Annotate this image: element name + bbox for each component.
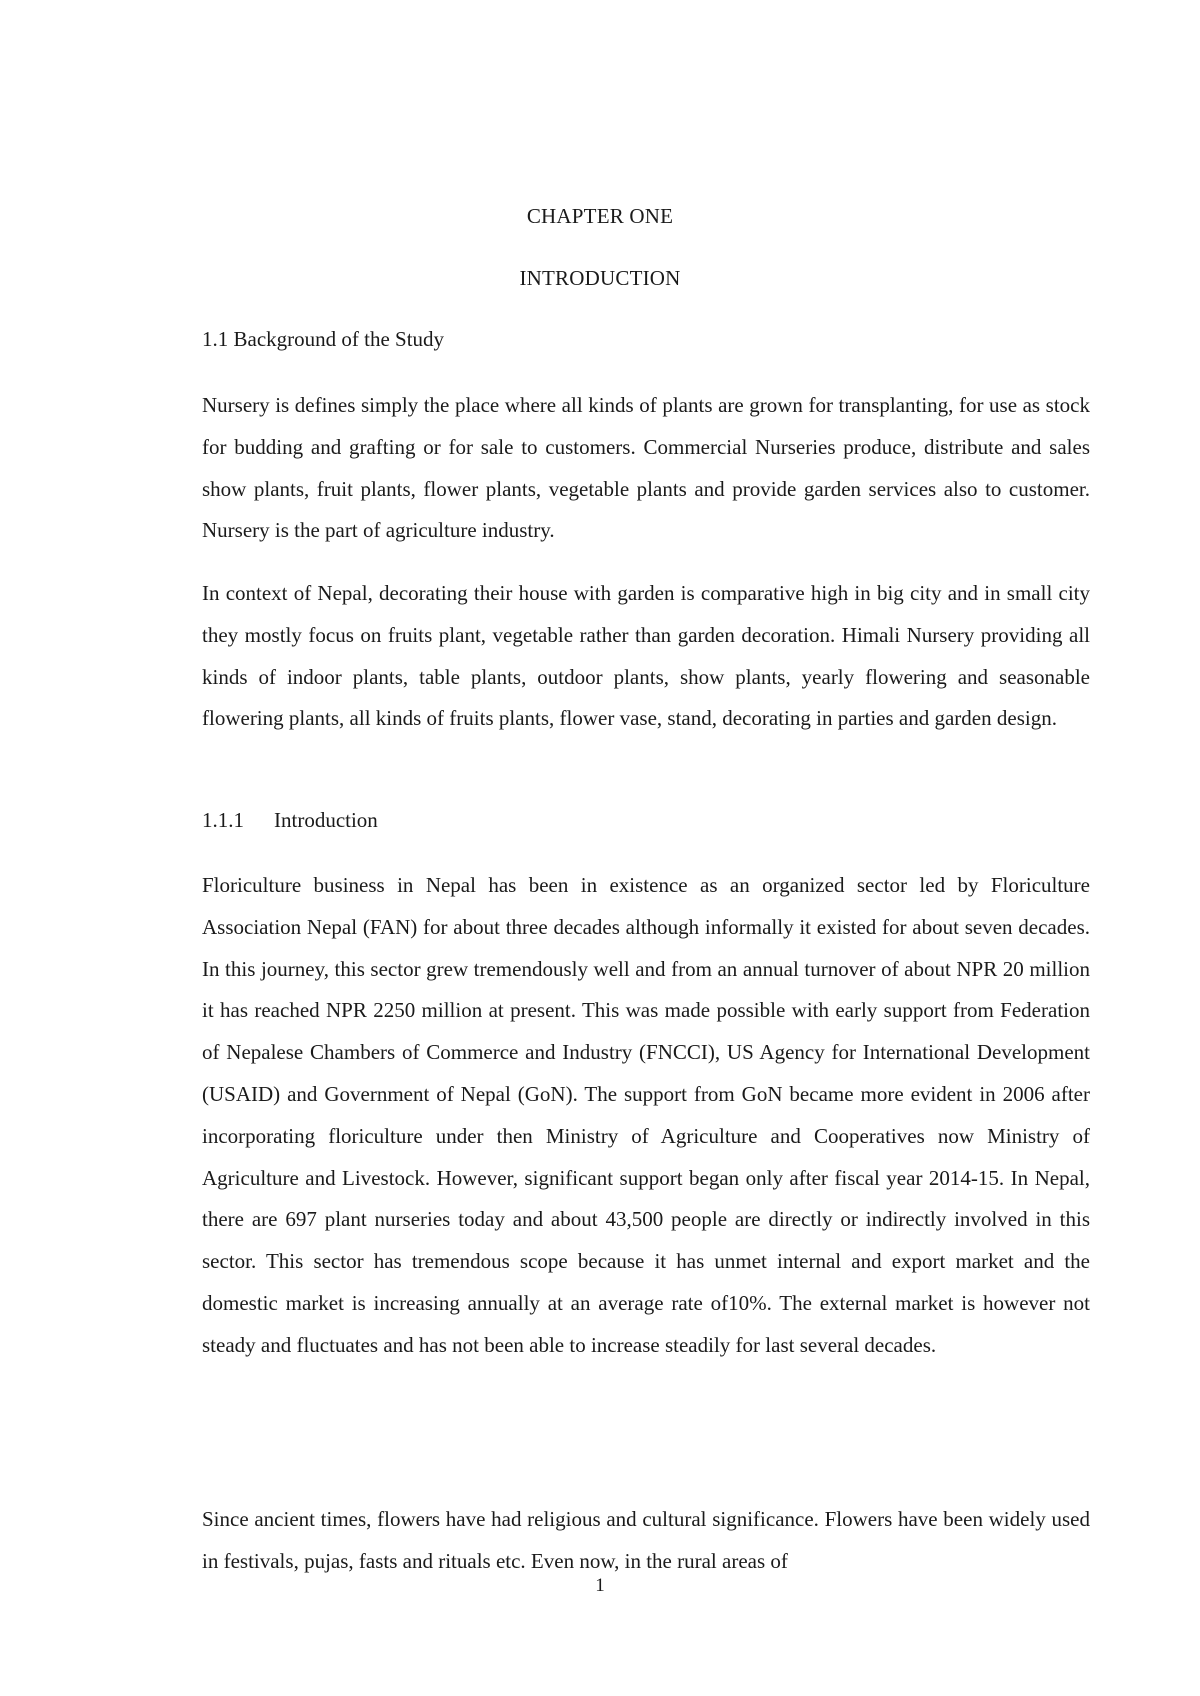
section-heading-introduction — [202, 808, 378, 833]
section-number: 1.1.1 — [202, 808, 244, 832]
section-heading-background: 1.1 Background of the Study — [202, 327, 445, 351]
chapter-title: CHAPTER ONE — [526, 204, 674, 228]
paragraph-nepal-context: In context of Nepal, decorating their house with garden is comparative high in big city and in small city they mostly focus on fruits plant, vegetable rather than garden decoration. Himali Nursery providing all kinds of indoor plants, table plants, outdoor plants, show plants, yearly flowering and seasonable flowering plants, all kinds of fruits plants, flower vase, stand, decorating in parties and garden design. — [202, 581, 1090, 731]
chapter-subtitle: INTRODUCTION — [519, 266, 681, 290]
section-title: Introduction — [274, 808, 378, 832]
paragraph-flowers-significance: Since ancient times, flowers have had religious and cultural significance. Flowers have been widely used in festivals, pujas, fasts and rituals etc. Even now, in the rural areas of — [202, 1507, 1090, 1573]
page-number: 1 — [595, 1575, 605, 1596]
paragraph-floriculture-business: Floriculture business in Nepal has been in existence as an organized sector led by Floriculture Association Nepal (FAN) for about three decades although informally it existed for about seven decades. In this journey, this sector grew tremendously well and from an annual turnover of about NPR 20 million it has reached NPR 2250 million at present. This was made possible with early support from Federation of Nepalese Chambers of Commerce and Industry (FNCCI), US Agency for International Development (USAID) and Government of Nepal (GoN). The support from GoN became more evident in 2006 after incorporating floriculture under then Ministry of Agriculture and Cooperatives now Ministry of Agriculture and Livestock. However, significant support began only after fiscal year 2014-15. In Nepal, there are 697 plant nurseries today and about 43,500 people are directly or indirectly involved in this sector. This sector has tremendous scope because it has unmet internal and export market and the domestic market is increasing annually at an average rate of10%. The external market is however not steady and fluctuates and has not been able to increase steadily for last several decades. — [202, 873, 1090, 1357]
paragraph-nursery-definition: Nursery is defines simply the place where all kinds of plants are grown for transplanting, for use as stock for budding and grafting or for sale to customers. Commercial Nurseries produce, distribute and sales show plants, fruit plants, flower plants, vegetable plants and provide garden services also to customer. Nursery is the part of agriculture industry. — [202, 393, 1090, 543]
